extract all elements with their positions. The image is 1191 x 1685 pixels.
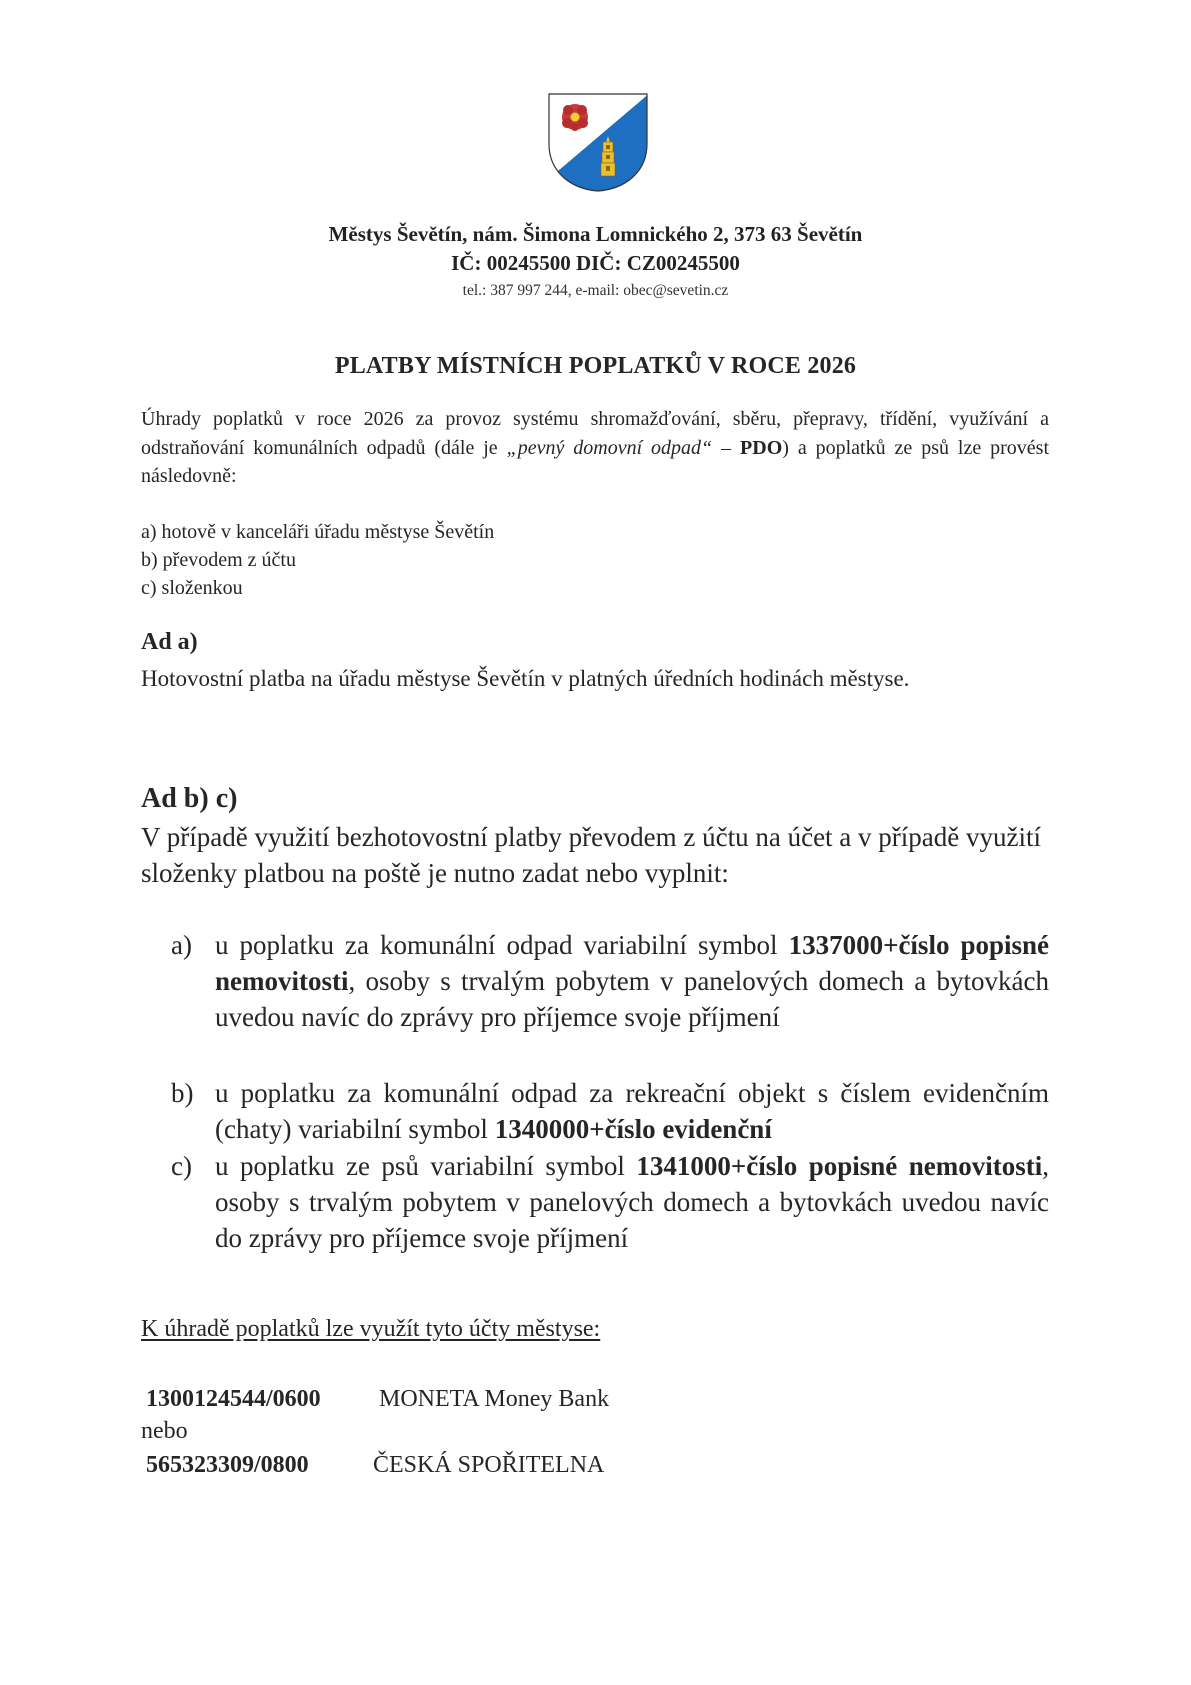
section-heading-ad-bc: Ad b) c) xyxy=(141,783,238,814)
intro-dash: – xyxy=(712,436,741,459)
account-number: 1300124544/0600 xyxy=(146,1386,321,1412)
accounts-separator: nebo xyxy=(141,1418,188,1444)
letterhead-ids: IČ: 00245500 DIČ: CZ00245500 xyxy=(451,251,740,275)
item-text: u poplatku za komunální odpad variabilní symbol xyxy=(215,930,789,960)
item-label: b) xyxy=(171,1078,194,1108)
item-symbol: 1341000+číslo popisné nemovitosti xyxy=(636,1151,1043,1181)
bank-account-row xyxy=(146,1386,609,1413)
payment-option: b) převodem z účtu xyxy=(141,549,296,571)
item-text: u poplatku ze psů variabilní symbol xyxy=(215,1151,637,1181)
item-text: u poplatku za komunální odpad za rekreační objekt s číslem evidenčním (chaty) variabilní symbol xyxy=(215,1078,1049,1144)
coat-of-arms-icon xyxy=(545,92,651,192)
item-label: c) xyxy=(171,1151,192,1181)
item-symbol: 1340000+číslo evidenční xyxy=(494,1114,772,1144)
payment-option: a) hotově v kanceláři úřadu městyse Ševětín xyxy=(141,521,495,543)
account-number: 565323309/0800 xyxy=(146,1452,309,1478)
intro-text: Úhrady poplatků v roce 2026 za provoz systému shromažďování, sběru, přepravy, třídění, využívání a odstraňování komunálních odpadů (dále je xyxy=(141,408,1049,459)
variable-symbol-item xyxy=(171,1075,1049,1147)
intro-term: „pevný domovní odpad“ xyxy=(506,436,713,459)
intro-abbreviation: PDO xyxy=(740,436,783,459)
intro-paragraph xyxy=(141,405,1049,491)
bank-name: ČESKÁ SPOŘITELNA xyxy=(373,1452,605,1478)
variable-symbol-item xyxy=(171,927,1049,1035)
section-heading-ad-a: Ad a) xyxy=(141,629,198,655)
item-note: , osoby s trvalým pobytem v panelových domech a bytovkách uvedou navíc do zprávy pro příjemce svoje příjmení xyxy=(215,1151,1050,1253)
document-title: PLATBY MÍSTNÍCH POPLATKŮ V ROCE 2026 xyxy=(334,353,857,379)
intro-text-end: ) a poplatků ze psů lze provést následovně: xyxy=(141,436,1049,487)
letterhead-address: Městys Ševětín, nám. Šimona Lomnického 2, 373 63 Ševětín xyxy=(328,222,863,246)
payment-option: c) složenkou xyxy=(141,577,243,599)
section-text-ad-a: Hotovostní platba na úřadu městyse Ševětín v platných úředních hodinách městyse. xyxy=(141,666,910,691)
section-text-ad-bc: V případě využití bezhotovostní platby převodem z účtu na účet a v případě využití složenky platbou na poště je nutno zadat nebo vyplnit: xyxy=(141,822,1041,888)
accounts-heading: K úhradě poplatků lze využít tyto účty městyse: xyxy=(141,1316,601,1342)
item-label: a) xyxy=(171,930,192,960)
bank-account-row xyxy=(146,1452,604,1479)
item-note: , osoby s trvalým pobytem v panelových domech a bytovkách uvedou navíc do zprávy pro příjemce svoje příjmení xyxy=(215,966,1049,1032)
variable-symbol-item xyxy=(171,1148,1049,1256)
bank-name: MONETA Money Bank xyxy=(379,1386,610,1412)
payment-options-list xyxy=(141,518,494,602)
letterhead-contact: tel.: 387 997 244, e-mail: obec@sevetin.cz xyxy=(462,282,729,299)
item-symbol: 1337000+číslo popisné nemovitosti xyxy=(215,930,1050,996)
